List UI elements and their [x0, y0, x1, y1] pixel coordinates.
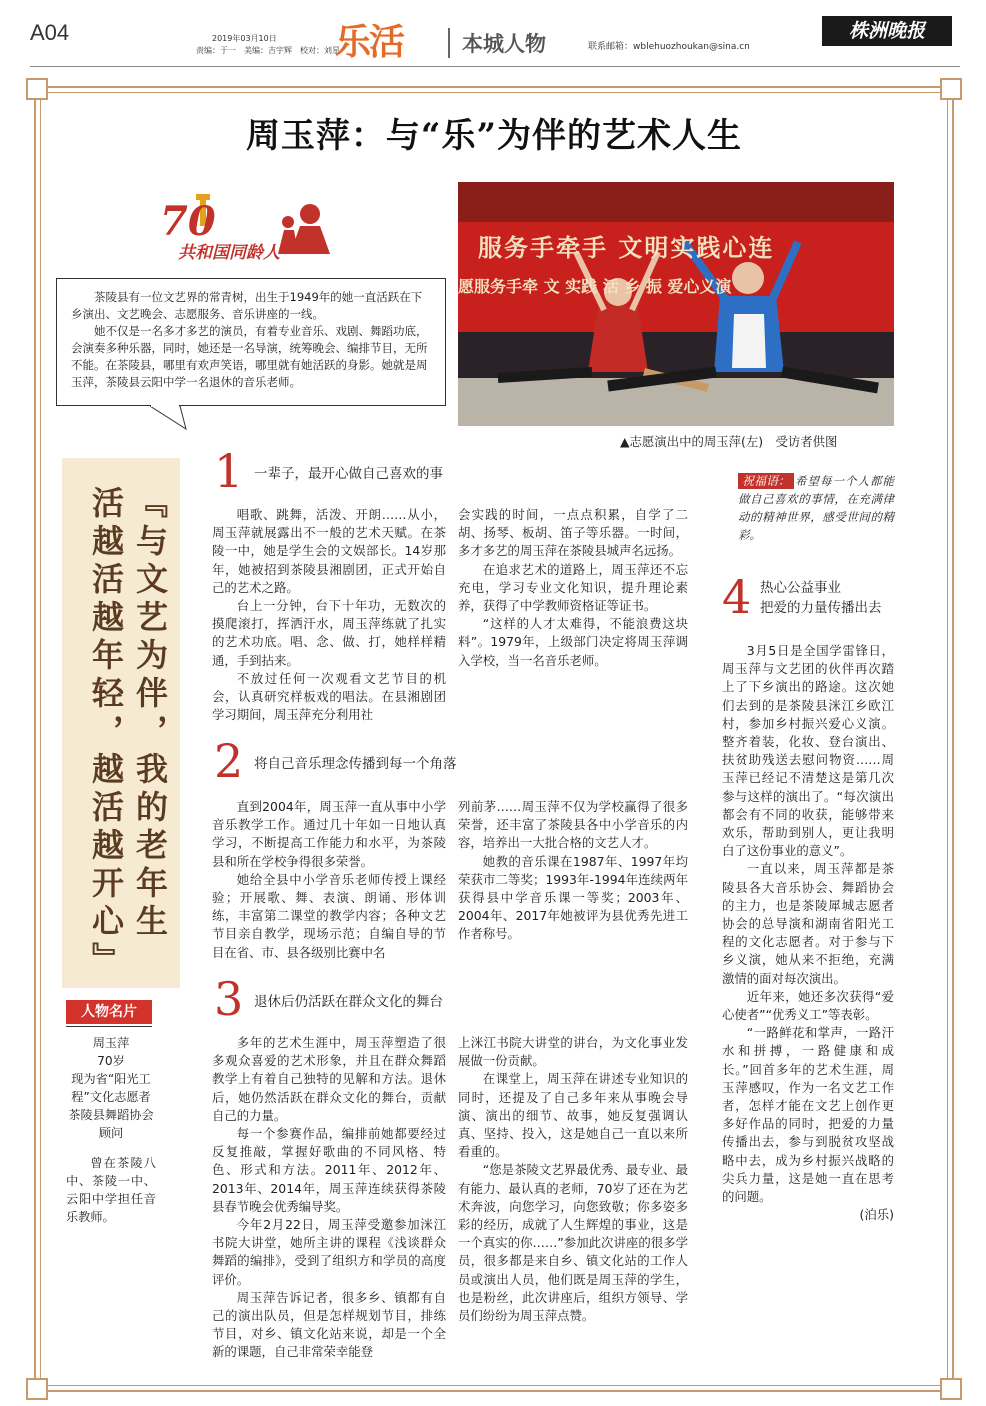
section-number: 2	[214, 734, 244, 788]
intro-box-tail	[150, 405, 190, 431]
section-name: 本城人物	[448, 28, 546, 58]
byline: (泊乐)	[859, 1207, 894, 1223]
profile-card-title: 人物名片	[66, 1000, 152, 1024]
photo-banner-text-1: 服务手牵手 文明实践心连	[478, 234, 775, 262]
section-2-column-1	[212, 798, 446, 962]
newspaper-brand: 株洲晚报	[822, 16, 952, 46]
body-paragraph: 唱歌、跳舞，活泼、开朗……从小，周玉萍就展露出不一般的艺术天赋。在茶陵一中，她是学生会的文娱部长。14岁那年，她被招到茶陵县湘剧团，正式开始自己的艺术之路。	[212, 507, 446, 595]
profile-role: 现为省“阳光工程”文化志愿者	[71, 1072, 151, 1104]
series-logo-text: 共和国同龄人	[178, 243, 280, 263]
body-paragraph: 她给全县中小学音乐老师传授上课经验；开展歌、舞、表演、朗诵、形体训练，丰富第二课堂的教学内容；各种文艺节目亲自教学，现场示范；自编自导的节目在省、市、县各级别比赛中名	[212, 871, 446, 960]
body-paragraph: 不放过任何一次观看文艺节目的机会，认真研究样板戏的唱法。在县湘剧团学习期间，周玉萍充分利用社	[212, 670, 446, 723]
section-3-column-1	[212, 1034, 446, 1362]
section-title-line: 热心公益事业	[760, 580, 841, 596]
section-3-column-2	[458, 1034, 688, 1325]
body-paragraph: 上洣江书院大讲堂的讲台，为文化事业发展做一份贡献。	[458, 1035, 688, 1069]
pull-quote-text: 『与文艺为伴，我的老年生活越活越年轻，越活越开心』	[87, 486, 169, 980]
body-paragraph: 一直以来，周玉萍都是茶陵县各大音乐协会、舞蹈协会的主力，也是茶陵犀城志愿者协会的总导演和湖南省阳光工程的文化志愿者。对于参与下乡义演，她从来不拒绝，充满激情的面对每次演出。	[722, 861, 894, 986]
body-paragraph: “您是茶陵文艺界最优秀、最专业、最有能力、最认真的老师，70岁了还在为艺术奔波，向您学习，向您致敬；你多姿多彩的经历，成就了人生辉煌的事业，这是一个真实的你……”参加此次讲座的很多学员，很多都是来自乡、镇文化站的工作人员或演出人员，他们既是周玉萍的学生，也是粉丝，此次讲座后，组织方领导、学员们纷纷为周玉萍点赞。	[458, 1162, 688, 1324]
section-4-column	[722, 642, 894, 1225]
article-title: 周玉萍：与“乐”为伴的艺术人生	[245, 116, 743, 156]
body-paragraph: 会实践的时间，一点点积累，自学了二胡、扬琴、板胡、笛子等乐器。一时间，多才多艺的周玉萍在茶陵县城声名远扬。	[458, 507, 688, 559]
body-paragraph: 列前茅……周玉萍不仅为学校赢得了很多荣誉，还丰富了茶陵县各中小学音乐的内容，培养出一大批合格的文艺人才。	[458, 799, 688, 851]
body-paragraph: 台上一分钟，台下十年功，无数次的摸爬滚打，挥洒汗水，周玉萍练就了扎实的艺术功底。唱、念、做、打，她样样精通，手到拈来。	[212, 598, 446, 668]
date-line: 2019年03月10日	[212, 34, 277, 43]
body-paragraph: “一路鲜花和掌声，一路汗水和拼搏，一路健康和成长。”回首多年的艺术生涯，周玉萍感叹，作为一名文艺工作者，怎样才能在文艺上创作更多好作品的同时，把爱的力量传播出去，参与到脱贫攻坚战略中去，成为乡村振兴战略的尖兵力量，这是她一直在思考的问题。	[722, 1025, 894, 1205]
section-1-column-2	[458, 506, 688, 670]
blessing-tag: 祝福语：	[738, 473, 794, 489]
body-paragraph: “这样的人才太难得，不能浪费这块料”。1979年，上级部门决定将周玉萍调入学校，当一名音乐老师。	[458, 616, 688, 668]
intro-paragraph: 茶陵县有一位文艺界的常青树，出生于1949年的她一直活跃在下乡演出、文艺晚会、志愿服务、音乐讲座的一线。	[71, 290, 423, 321]
series-logo	[160, 192, 380, 268]
frame-corner	[940, 78, 962, 100]
body-paragraph: 她教的音乐课在1987年、1997年均荣获市二等奖；1993年-1994年连续两年获得县中学音乐课一等奖；2003年、2004年、2017年她被评为县优秀先进工作者称号。	[458, 853, 688, 942]
section-title: 退休后仍活跃在群众文化的舞台	[254, 994, 443, 1010]
page-number: A04	[30, 20, 70, 45]
body-paragraph: 每一个参赛作品，编排前她都要经过反复推敲，掌握好歌曲的不同风格、特色、形式和方法。2011年、2012年、2013年、2014年，周玉萍连续获得茶陵县春节晚会优秀编导奖。	[212, 1126, 446, 1214]
section-title: 将自己音乐理念传播到每一个角落	[254, 756, 457, 772]
section-2-column-2	[458, 798, 688, 944]
intro-paragraph: 她不仅是一名多才多艺的演员，有着专业音乐、戏剧、舞蹈功底，会演奏多种乐器，同时，她还是一名导演，统筹晚会、编排节目，无所不能。在茶陵县，哪里有欢声笑语，哪里就有她活跃的身影。她就是周玉萍，茶陵县云阳中学一名退休的音乐老师。	[71, 324, 428, 389]
section-title	[760, 578, 882, 618]
contact-email: 联系邮箱：wblehuozhoukan@sina.cn	[588, 42, 750, 52]
pull-quote	[62, 458, 180, 988]
photo-banner-text-2: 愿服务手牵 文 实践 活 乡 振 爱心义演	[458, 277, 732, 296]
editor-line: 责编：于一 美编：吉宇辉 校对：刘星	[196, 46, 340, 55]
body-paragraph: 今年2月22日，周玉萍受邀参加洣江书院大讲堂，她所主讲的课程《浅谈群众舞蹈的编排》，受到了组织方和学员的高度评价。	[212, 1217, 446, 1287]
body-paragraph: 3月5日是全国学雷锋日，周玉萍与文艺团的伙伴再次踏上了下乡演出的路途。这次她们去到的是茶陵县洣江乡欧江村，参加乡村振兴爱心义演。整齐着装，化妆、登台演出、扶贫助残送去慰问物资……周玉萍已经记不清楚这是第几次参与这样的演出了。“每次演出都会有不同的收获，能够带来欢乐，帮助到别人，更让我明白了这份事业的意义”。	[722, 643, 894, 859]
frame-corner	[940, 1378, 962, 1400]
blessing-text: 希望每一个人都能做自己喜欢的事情，在充满律动的精神世界，感受世间的精彩。	[738, 474, 894, 542]
profile-role: 茶陵县舞蹈协会顾问	[68, 1108, 154, 1140]
body-paragraph: 多年的艺术生涯中，周玉萍塑造了很多观众喜爱的艺术形象，并且在群众舞蹈教学上有着自己独特的见解和方法。退休后，她仍然活跃在群众文化的舞台，贡献自己的力量。	[212, 1035, 446, 1123]
section-logo-text: 乐活	[335, 21, 404, 63]
section-title: 一辈子，最开心做自己喜欢的事	[254, 466, 443, 482]
section-number: 4	[722, 570, 752, 624]
profile-card	[66, 1034, 156, 1226]
profile-history: 曾在茶陵八中、茶陵一中、云阳中学担任音乐教师。	[66, 1156, 156, 1224]
section-number: 3	[214, 972, 244, 1026]
section-logo	[335, 14, 435, 66]
body-paragraph: 直到2004年，周玉萍一直从事中小学音乐教学工作。通过几十年如一日地认真学习，不断提高工作能力和水平，为茶陵县和所在学校争得很多荣誉。	[212, 799, 446, 869]
profile-name: 周玉萍	[92, 1036, 130, 1050]
profile-age: 70岁	[97, 1054, 125, 1068]
section-number: 1	[214, 444, 244, 498]
photo-illustration	[458, 182, 894, 426]
frame-corner	[26, 1378, 48, 1400]
frame-corner	[26, 78, 48, 100]
body-paragraph: 在课堂上，周玉萍在讲述专业知识的同时，还提及了自己多年来从事晚会导演、演出的细节、故事，她反复强调认真、坚持、投入，这是她自己一直以来所看重的。	[458, 1071, 688, 1160]
intro-box	[56, 278, 446, 406]
blessing-box	[738, 472, 894, 544]
body-paragraph: 近年来，她还多次获得“爱心使者”“优秀义工”等表彰。	[722, 988, 894, 1023]
body-paragraph: 在追求艺术的道路上，周玉萍还不忘充电，学习专业文化知识，提升理论素养，获得了中学教师资格证等证书。	[458, 561, 688, 614]
header-rule	[30, 66, 960, 67]
article-photo	[458, 182, 894, 426]
section-1-column-1	[212, 506, 446, 724]
profile-card-rule	[66, 1026, 152, 1027]
body-paragraph: 周玉萍告诉记者，很多乡、镇都有自己的演出队员，但是怎样规划节目，排练节目，对乡、镇文化站来说，却是一个全新的课题，自己非常荣幸能登	[212, 1289, 446, 1360]
section-title-line: 把爱的力量传播出去	[760, 600, 882, 616]
series-logo-number: 70	[160, 198, 216, 245]
photo-caption: ▲志愿演出中的周玉萍(左) 受访者供图	[620, 434, 838, 449]
